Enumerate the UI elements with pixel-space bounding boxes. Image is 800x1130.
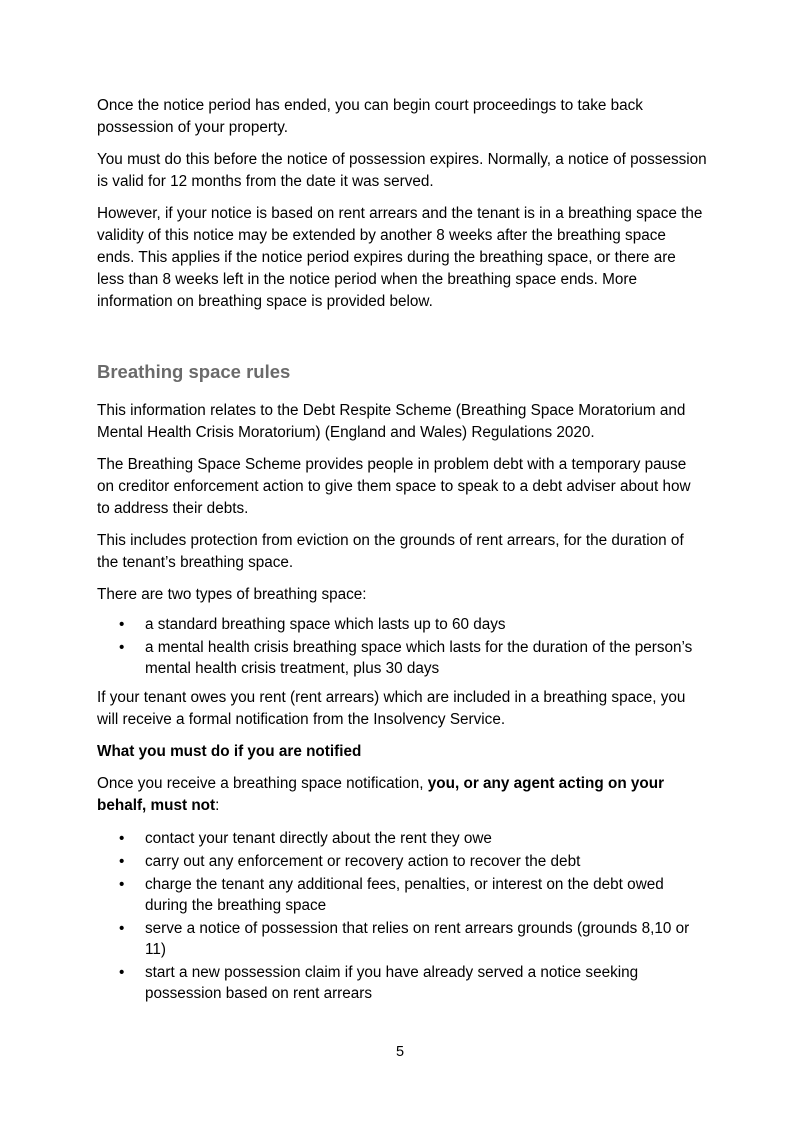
paragraph-rent-arrears-extension: However, if your notice is based on rent arrears and the tenant is in a breathing space the validity of this notice may be extended by another 8 weeks after the breathing space ends. This applies if the notice period expires during the breathing space, or there are less than 8 weeks left in the notice period when the breathing space ends. More information on breathing space is provided below. <box>97 205 703 310</box>
must-not-suffix: : <box>215 797 220 814</box>
page-number: 5 <box>395 1044 405 1060</box>
list-item <box>97 962 707 1004</box>
list-item <box>97 874 707 916</box>
list-item-text: a mental health crisis breathing space which lasts for the duration of the person’s mental health crisis treatment, plus 30 days <box>145 639 693 677</box>
list-item-text: a standard breathing space which lasts up to 60 days <box>145 616 506 633</box>
paragraph-scheme-description: The Breathing Space Scheme provides people in problem debt with a temporary pause on creditor enforcement action to give them space to speak to a debt adviser about how to address their debts. <box>97 456 691 517</box>
paragraph-court-proceedings: Once the notice period has ended, you can begin court proceedings to take back possession of your property. <box>97 97 643 136</box>
list-item <box>97 828 707 849</box>
list-item <box>97 918 707 960</box>
list-item-text: serve a notice of possession that relies on rent arrears grounds (grounds 8,10 or 11) <box>145 920 690 958</box>
list-item-text: charge the tenant any additional fees, penalties, or interest on the debt owed during the breathing space <box>145 876 664 914</box>
paragraph-types-intro: There are two types of breathing space: <box>97 586 367 603</box>
paragraph-eviction-protection: This includes protection from eviction on the grounds of rent arrears, for the duration of the tenant’s breathing space. <box>97 532 684 571</box>
subheading-if-notified: What you must do if you are notified <box>97 743 362 760</box>
list-item <box>97 614 707 635</box>
bullet-icon: • <box>119 964 125 981</box>
paragraph-must-not <box>97 773 707 817</box>
bullet-icon: • <box>119 639 125 656</box>
list-item-text: contact your tenant directly about the rent they owe <box>145 830 492 847</box>
section-heading: Breathing space rules <box>97 361 291 382</box>
list-item-text: carry out any enforcement or recovery action to recover the debt <box>145 853 581 870</box>
must-not-emphasis: you, or any agent acting on your behalf, must not <box>97 775 665 814</box>
paragraph-notification: If your tenant owes you rent (rent arrears) which are included in a breathing space, you will receive a formal notification from the Insolvency Service. <box>97 689 686 728</box>
bullet-icon: • <box>119 616 125 633</box>
bullet-icon: • <box>119 853 125 870</box>
bullet-icon: • <box>119 830 125 847</box>
list-item <box>97 637 707 679</box>
list-item <box>97 851 707 872</box>
bullet-icon: • <box>119 876 125 893</box>
paragraph-notice-validity: You must do this before the notice of possession expires. Normally, a notice of possession is valid for 12 months from the date it was served. <box>97 151 707 190</box>
must-not-list <box>97 828 707 1004</box>
list-item-text: start a new possession claim if you have already served a notice seeking possession based on rent arrears <box>145 964 639 1002</box>
must-not-prefix: Once you receive a breathing space notification, <box>97 775 428 792</box>
document-page <box>97 95 707 1006</box>
bullet-icon: • <box>119 920 125 937</box>
breathing-space-types-list <box>97 614 707 679</box>
paragraph-regulations: This information relates to the Debt Respite Scheme (Breathing Space Moratorium and Mental Health Crisis Moratorium) (England and Wales) Regulations 2020. <box>97 402 686 441</box>
